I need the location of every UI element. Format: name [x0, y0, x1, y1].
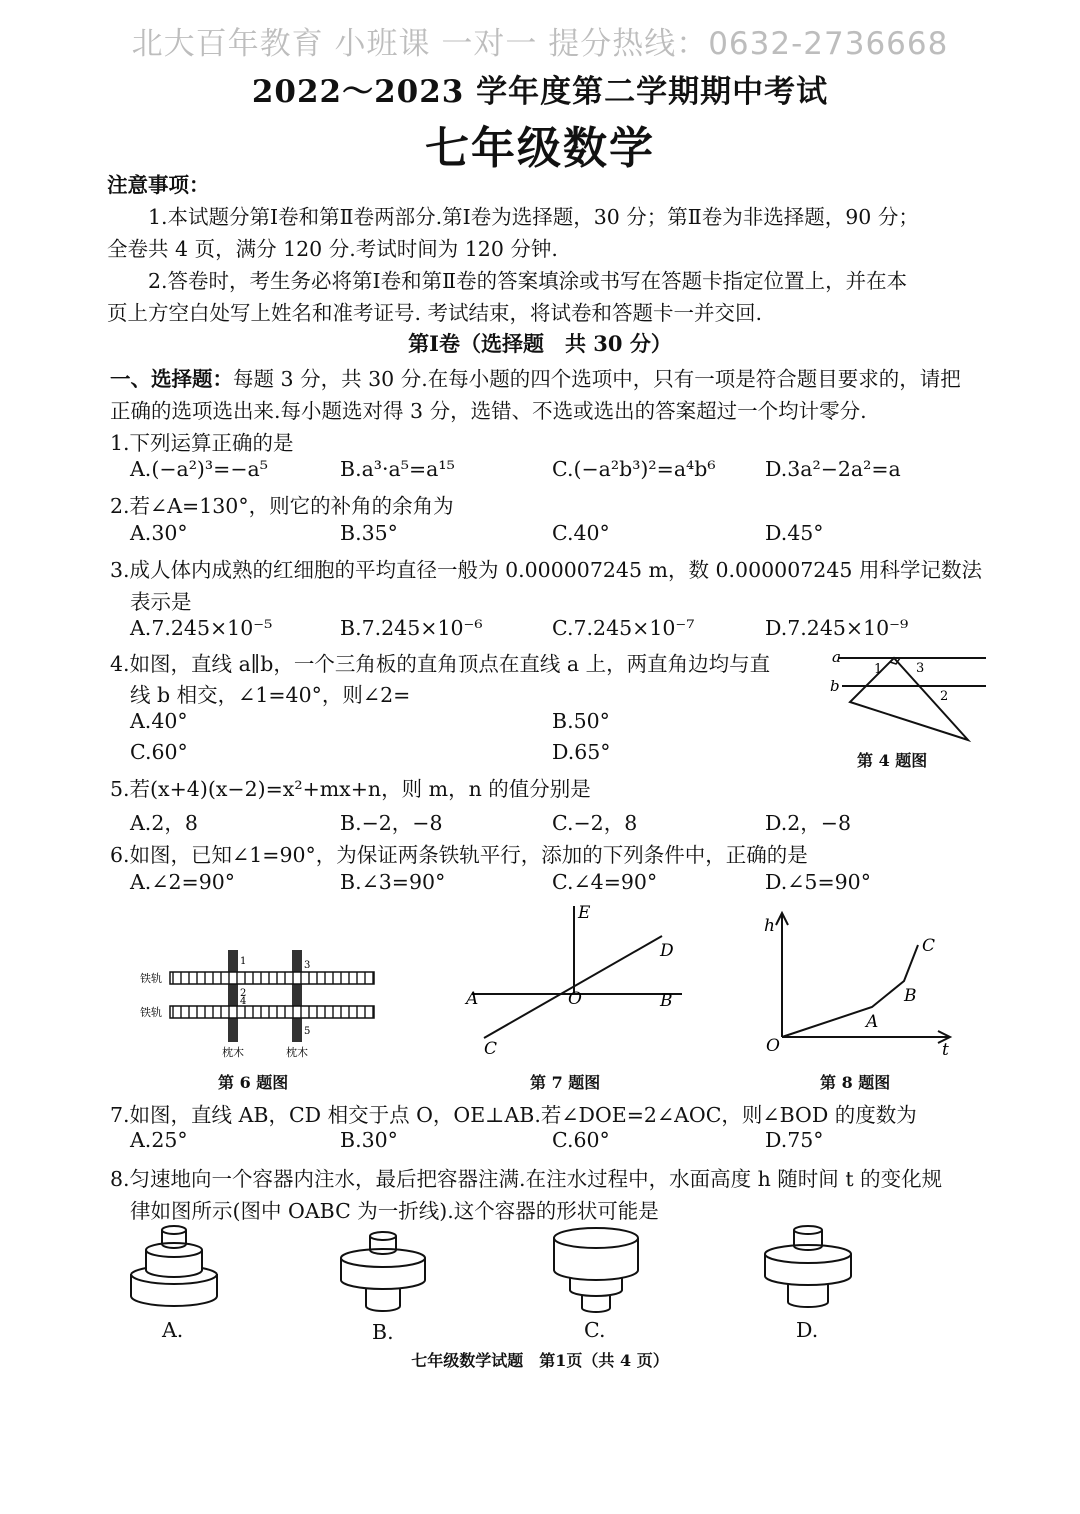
q2-option-b: B.35°: [340, 521, 398, 545]
q2-option-a: A.30°: [130, 521, 188, 545]
fig6-rail-bottom: [170, 1006, 374, 1018]
exam-title: 2022～2023 学年度第二学期期中考试: [251, 74, 829, 110]
q3-stem: 3.成人体内成熟的红细胞的平均直径一般为 0.000007245 m，数 0.000007245 用科学记数法: [110, 558, 982, 582]
q4-option-b: B.50°: [552, 709, 610, 733]
q6-stem: 6.如图，已知∠1=90°，为保证两条铁轨平行，添加的下列条件中，正确的是: [110, 843, 808, 867]
q2-option-c: C.40°: [552, 521, 610, 545]
fig7-label-o: O: [568, 989, 582, 1009]
q3-option-c: C.7.245×10⁻⁷: [552, 616, 695, 640]
fig6-label-1: 1: [240, 956, 247, 967]
fig7-label-b: B: [660, 991, 673, 1011]
container-d: [760, 1222, 856, 1316]
q5-option-a: A.2，8: [130, 811, 198, 835]
q6-option-c: C.∠4=90°: [552, 870, 658, 894]
fig6-sleeper-right: [292, 950, 302, 1042]
fig6-label-3: 3: [304, 960, 311, 971]
q8-stem2: 律如图所示(图中 OABC 为一折线).这个容器的形状可能是: [130, 1199, 659, 1223]
q4-option-a: A.40°: [130, 709, 188, 733]
container-b: [336, 1228, 430, 1316]
fig8-label-a: A: [866, 1012, 879, 1032]
q2-option-d: D.45°: [765, 521, 824, 545]
fig4-label-2: 2: [940, 689, 949, 704]
q8-option-a: A.: [162, 1318, 184, 1342]
figure-8: [758, 905, 958, 1063]
q1-stem: 1.下列运算正确的是: [110, 431, 294, 455]
fig7-label-c: C: [484, 1039, 498, 1059]
q8-stem: 8.匀速地向一个容器内注水，最后把容器注满.在注水过程中，水面高度 h 随时间 t 的变化规: [110, 1167, 943, 1191]
section1-line2: 正确的选项选出来.每小题选对得 3 分，选错、不选或选出的答案超过一个均计零分.: [110, 399, 867, 423]
fig7-label-d: D: [660, 941, 674, 961]
fig8-caption: 第 8 题图: [820, 1073, 891, 1092]
q7-option-a: A.25°: [130, 1128, 188, 1152]
q3-option-d: D.7.245×10⁻⁹: [765, 616, 909, 640]
q3-option-a: A.7.245×10⁻⁵: [130, 616, 273, 640]
section1-line1: [110, 362, 961, 392]
q8-option-b: B.: [372, 1320, 394, 1344]
fig8-label-h: h: [764, 916, 775, 936]
fig6-label-rail-top: 铁轨: [140, 972, 162, 985]
figure-7: [458, 898, 688, 1063]
fig6-rail-top: [170, 972, 374, 984]
page-footer: 七年级数学试题 第1页（共 4 页）: [411, 1351, 669, 1370]
q1-option-c: C.(−a²b³)²=a⁴b⁶: [552, 457, 716, 481]
q2-stem: 2.若∠A=130°，则它的补角的余角为: [110, 494, 454, 518]
q5-option-d: D.2，−8: [765, 811, 851, 835]
part1-title: 第Ⅰ卷（选择题 共 30 分）: [408, 331, 672, 356]
q8-option-d: D.: [796, 1318, 819, 1342]
fig4-label-1: 1: [874, 662, 883, 677]
fig4-triangle: [850, 658, 968, 740]
q4-stem: 4.如图，直线 a∥b，一个三角板的直角顶点在直线 a 上，两直角边均与直: [110, 652, 771, 676]
fig8-label-o: O: [766, 1036, 780, 1056]
fig7-caption: 第 7 题图: [530, 1073, 601, 1092]
fig6-label-5: 5: [304, 1026, 311, 1037]
fig8-label-t: t: [942, 1040, 949, 1060]
q7-option-b: B.30°: [340, 1128, 398, 1152]
watermark: 北大百年教育 小班课 一对一 提分热线：0632-2736668: [131, 26, 949, 62]
fig8-polyline-oabc: [782, 945, 918, 1037]
notice-item2-line1: 2.答卷时，考生务必将第Ⅰ卷和第Ⅱ卷的答案填涂或书写在答题卡指定位置上，并在本: [148, 269, 908, 293]
container-c: [548, 1224, 644, 1316]
notice-heading: 注意事项：: [107, 173, 210, 197]
fig8-label-c: C: [922, 936, 936, 956]
q4-option-d: D.65°: [552, 740, 611, 764]
q5-option-b: B.−2，−8: [340, 811, 443, 835]
fig4-label-a: a: [832, 648, 841, 666]
fig6-label-4: 4: [240, 996, 247, 1007]
q7-option-d: D.75°: [765, 1128, 824, 1152]
fig7-label-e: E: [578, 903, 591, 923]
fig7-label-a: A: [466, 989, 479, 1009]
q1-option-a: A.(−a²)³=−a⁵: [130, 457, 268, 481]
q7-option-c: C.60°: [552, 1128, 610, 1152]
fig6-label-2: 2: [240, 988, 247, 999]
container-a: [126, 1222, 222, 1316]
q6-option-b: B.∠3=90°: [340, 870, 446, 894]
q7-stem: 7.如图，直线 AB，CD 相交于点 O，OE⊥AB.若∠DOE=2∠AOC，则∠BOD 的度数为: [110, 1103, 917, 1127]
section1-text: 每题 3 分，共 30 分.在每小题的四个选项中，只有一项是符合题目要求的，请把: [233, 367, 961, 391]
figure-4: [826, 644, 996, 748]
fig6-label-sleeper-left: 枕木: [222, 1046, 244, 1059]
q3-stem2: 表示是: [130, 590, 192, 614]
fig6-label-rail-bottom: 铁轨: [140, 1006, 162, 1019]
q8-option-c: C.: [584, 1318, 606, 1342]
figure-6: [134, 944, 384, 1064]
fig4-label-3: 3: [916, 661, 925, 676]
fig4-caption: 第 4 题图: [857, 751, 928, 770]
q3-option-b: B.7.245×10⁻⁶: [340, 616, 483, 640]
subject-title: 七年级数学: [425, 123, 655, 174]
notice-item1-line1: 1.本试题分第Ⅰ卷和第Ⅱ卷两部分.第Ⅰ卷为选择题，30 分；第Ⅱ卷为非选择题，90 分；: [148, 205, 919, 229]
q1-option-b: B.a³·a⁵=a¹⁵: [340, 457, 455, 481]
q4-stem2: 线 b 相交，∠1=40°，则∠2=: [130, 683, 411, 707]
fig4-label-b: b: [830, 677, 840, 695]
fig8-label-b: B: [904, 986, 917, 1006]
q4-option-c: C.60°: [130, 740, 188, 764]
fig6-caption: 第 6 题图: [218, 1073, 289, 1092]
q5-stem: 5.若(x+4)(x−2)=x²+mx+n，则 m，n 的值分别是: [110, 777, 591, 801]
q6-option-d: D.∠5=90°: [765, 870, 871, 894]
notice-item1-line2: 全卷共 4 页，满分 120 分.考试时间为 120 分钟.: [107, 237, 558, 261]
q6-option-a: A.∠2=90°: [130, 870, 236, 894]
fig6-label-sleeper-right: 枕木: [286, 1046, 308, 1059]
q1-option-d: D.3a²−2a²=a: [765, 457, 901, 481]
section1-label: 一、选择题：: [110, 367, 233, 391]
notice-item2-line2: 页上方空白处写上姓名和准考证号. 考试结束，将试卷和答题卡一并交回.: [107, 301, 763, 325]
q5-option-c: C.−2，8: [552, 811, 638, 835]
fig6-sleeper-left: [228, 950, 238, 1042]
